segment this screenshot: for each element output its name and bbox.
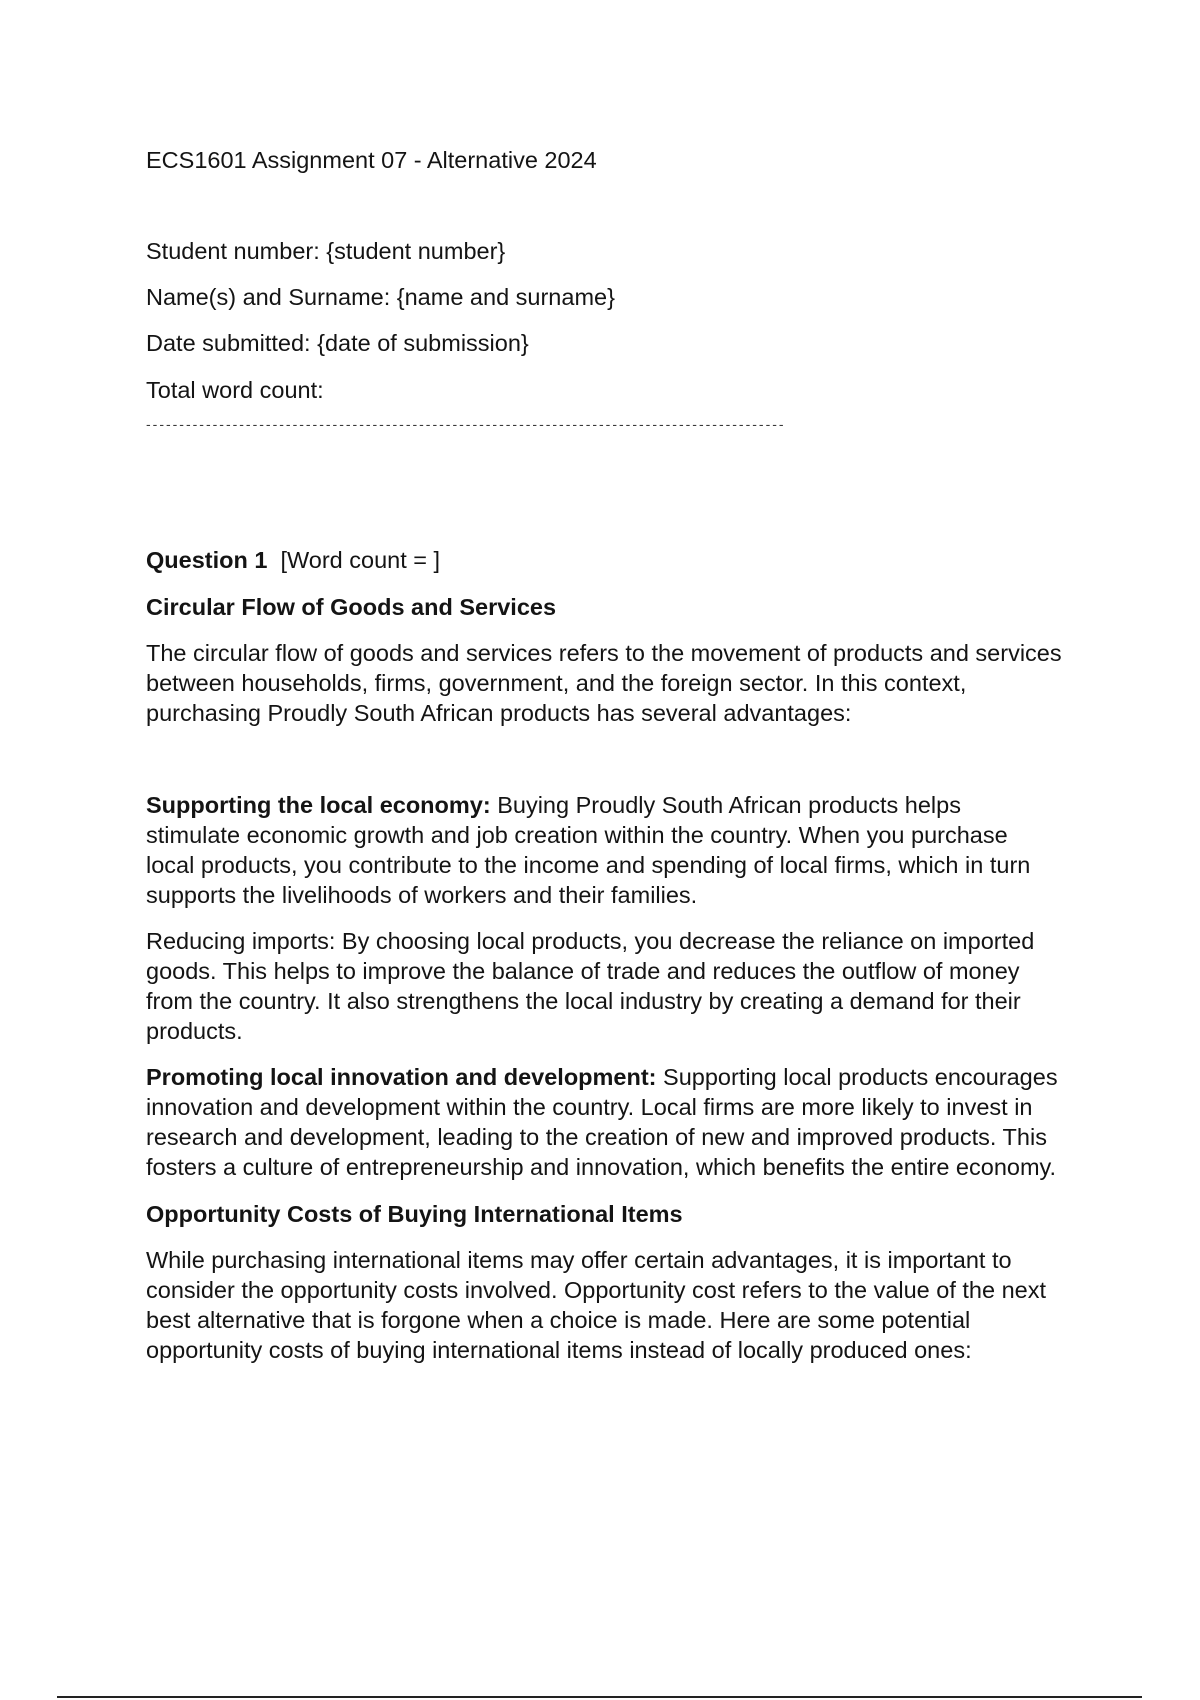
supporting-local-economy-paragraph: Supporting the local economy: Buying Proudly South African products helps stimulate economic growth and job creation within the country. When you purchase local products, you contribute to the income and spending of local firms, which in turn supports the livelihoods of workers and their families. — [146, 792, 1031, 908]
promoting-innovation-title: Promoting local innovation and development: — [146, 1064, 657, 1090]
student-number-field: Student number: {student number} — [146, 238, 506, 264]
document-title: ECS1601 Assignment 07 - Alternative 2024 — [146, 147, 597, 173]
promoting-innovation-paragraph: Promoting local innovation and development: Supporting local products encourages innovation and development within the country. Local firms are more likely to invest in research and development, leading to the creation of new and improved products. This fosters a culture of entrepreneurship and innovation, which benefits the entire economy. — [146, 1064, 1058, 1180]
total-word-count-field: Total word count: — [146, 377, 324, 403]
question-1-heading — [146, 545, 440, 575]
question-1-word-count: [Word count = ] — [280, 547, 441, 573]
supporting-local-economy-title: Supporting the local economy: — [146, 792, 491, 818]
name-surname-field: Name(s) and Surname: {name and surname} — [146, 284, 615, 310]
reducing-imports-paragraph: Reducing imports: By choosing local products, you decrease the reliance on imported goods. This helps to improve the balance of trade and reduces the outflow of money from the country. It also strengthens the local industry by creating a demand for their products. — [146, 928, 1035, 1044]
opportunity-costs-paragraph: While purchasing international items may offer certain advantages, it is important to consider the opportunity costs involved. Opportunity cost refers to the value of the next best alternative that is forgone when a choice is made. Here are some potential opportunity costs of buying international items instead of locally produced ones: — [146, 1247, 1047, 1363]
opportunity-costs-heading: Opportunity Costs of Buying International Items — [146, 1201, 683, 1227]
date-submitted-field: Date submitted: {date of submission} — [146, 330, 529, 356]
page-bottom-rule — [57, 1696, 1142, 1698]
circular-flow-intro: The circular flow of goods and services refers to the movement of products and services between households, firms, government, and the foreign sector. In this context, purchasing Proudly South African products has several advantages: — [146, 640, 1062, 726]
dotted-divider: ------------------------------------------------------------------------------------------------ — [146, 416, 786, 432]
question-1-label: Question 1 — [146, 547, 268, 573]
circular-flow-heading: Circular Flow of Goods and Services — [146, 594, 557, 620]
